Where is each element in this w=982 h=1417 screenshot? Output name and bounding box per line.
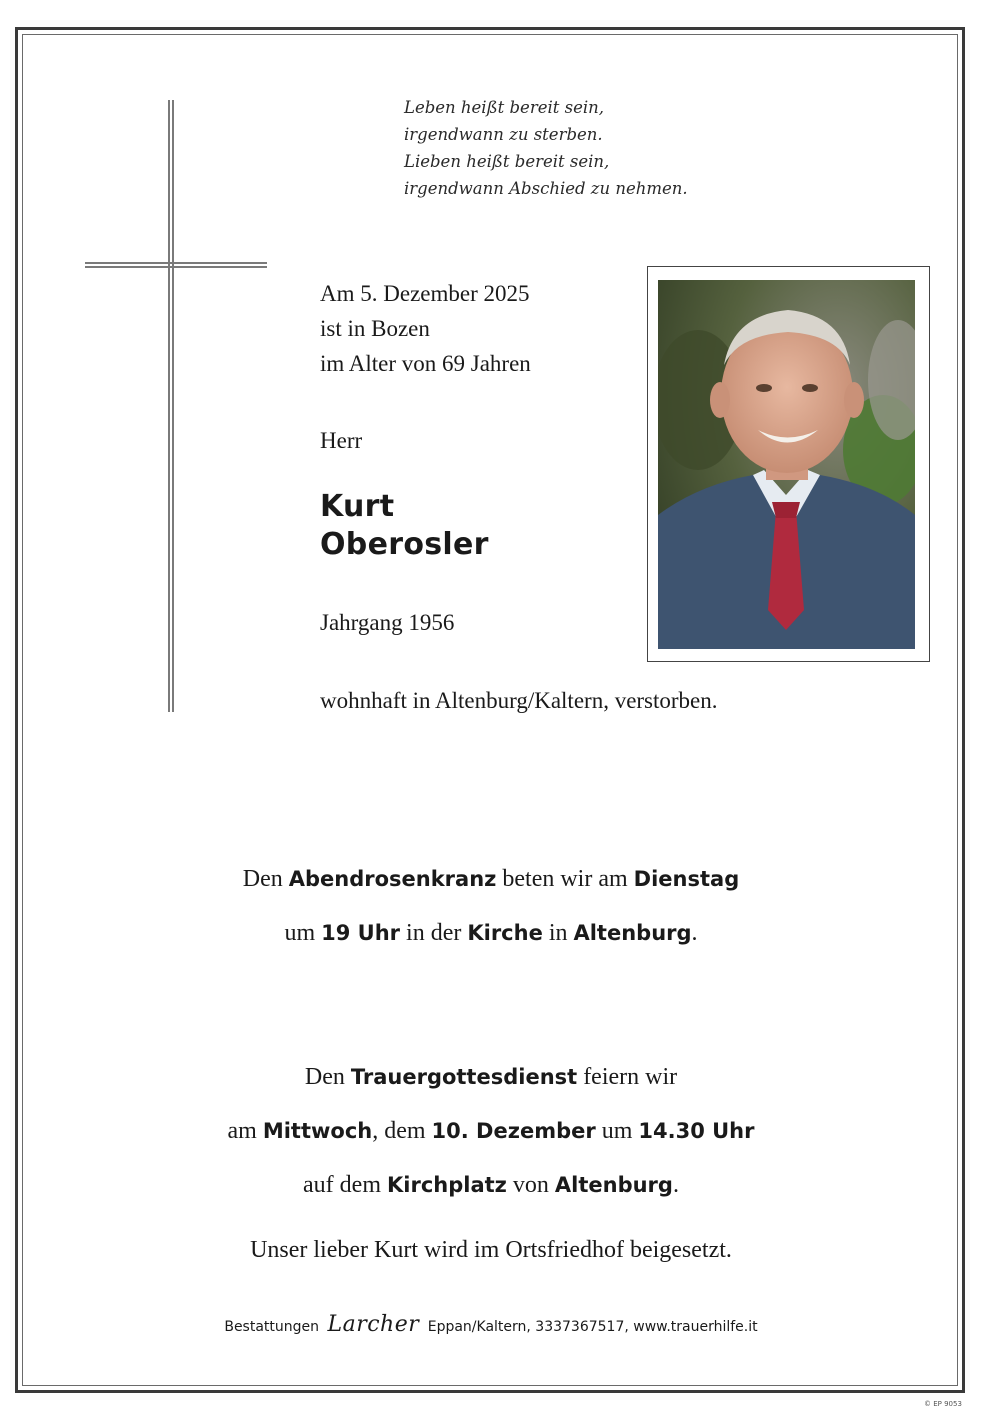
burial-line: Unser lieber Kurt wird im Ortsfriedhof beigesetzt. — [250, 1237, 732, 1263]
funeral-service-announcement — [60, 1050, 922, 1212]
burial-note — [60, 1232, 922, 1268]
cross-icon-horizontal — [85, 262, 267, 268]
rosary-announcement — [60, 852, 922, 960]
service-line-3: auf dem Kirchplatz von Altenburg. — [303, 1172, 679, 1198]
cross-icon-vertical — [168, 100, 174, 712]
service-line-1: Den Trauergottesdienst feiern wir — [304, 1064, 678, 1090]
footer-prefix: Bestattungen — [224, 1319, 320, 1335]
motto-verse — [404, 94, 824, 202]
intro-line: im Alter von 69 Jahren — [320, 351, 531, 376]
funeral-home-footer — [60, 1312, 922, 1337]
motto-line: Lieben heißt bereit sein, — [404, 152, 610, 171]
first-name: Kurt — [320, 489, 395, 524]
footer-contact: Eppan/Kaltern, 3337367517, www.trauerhilfe.it — [427, 1319, 758, 1335]
portrait-photo — [658, 280, 915, 649]
last-name: Oberosler — [320, 527, 489, 562]
deceased-name — [320, 488, 489, 564]
birth-year: Jahrgang 1956 — [320, 610, 455, 635]
rosary-line-1: Den Abendrosenkranz beten wir am Dienstag — [242, 866, 740, 892]
motto-line: Leben heißt bereit sein, — [404, 98, 604, 117]
rosary-line-2: um 19 Uhr in der Kirche in Altenburg. — [284, 920, 698, 946]
death-announcement — [320, 276, 640, 381]
print-code: © EP 9053 — [924, 1400, 962, 1408]
portrait-illustration — [658, 280, 915, 649]
funeral-home-logo: Larcher — [327, 1312, 420, 1337]
residence: wohnhaft in Altenburg/Kaltern, verstorben. — [320, 688, 718, 713]
intro-line: Am 5. Dezember 2025 — [320, 281, 530, 306]
salutation: Herr — [320, 428, 363, 453]
motto-line: irgendwann Abschied zu nehmen. — [404, 179, 688, 198]
intro-line: ist in Bozen — [320, 316, 430, 341]
service-line-2: am Mittwoch, dem 10. Dezember um 14.30 Uhr — [227, 1118, 755, 1144]
motto-line: irgendwann zu sterben. — [404, 125, 603, 144]
